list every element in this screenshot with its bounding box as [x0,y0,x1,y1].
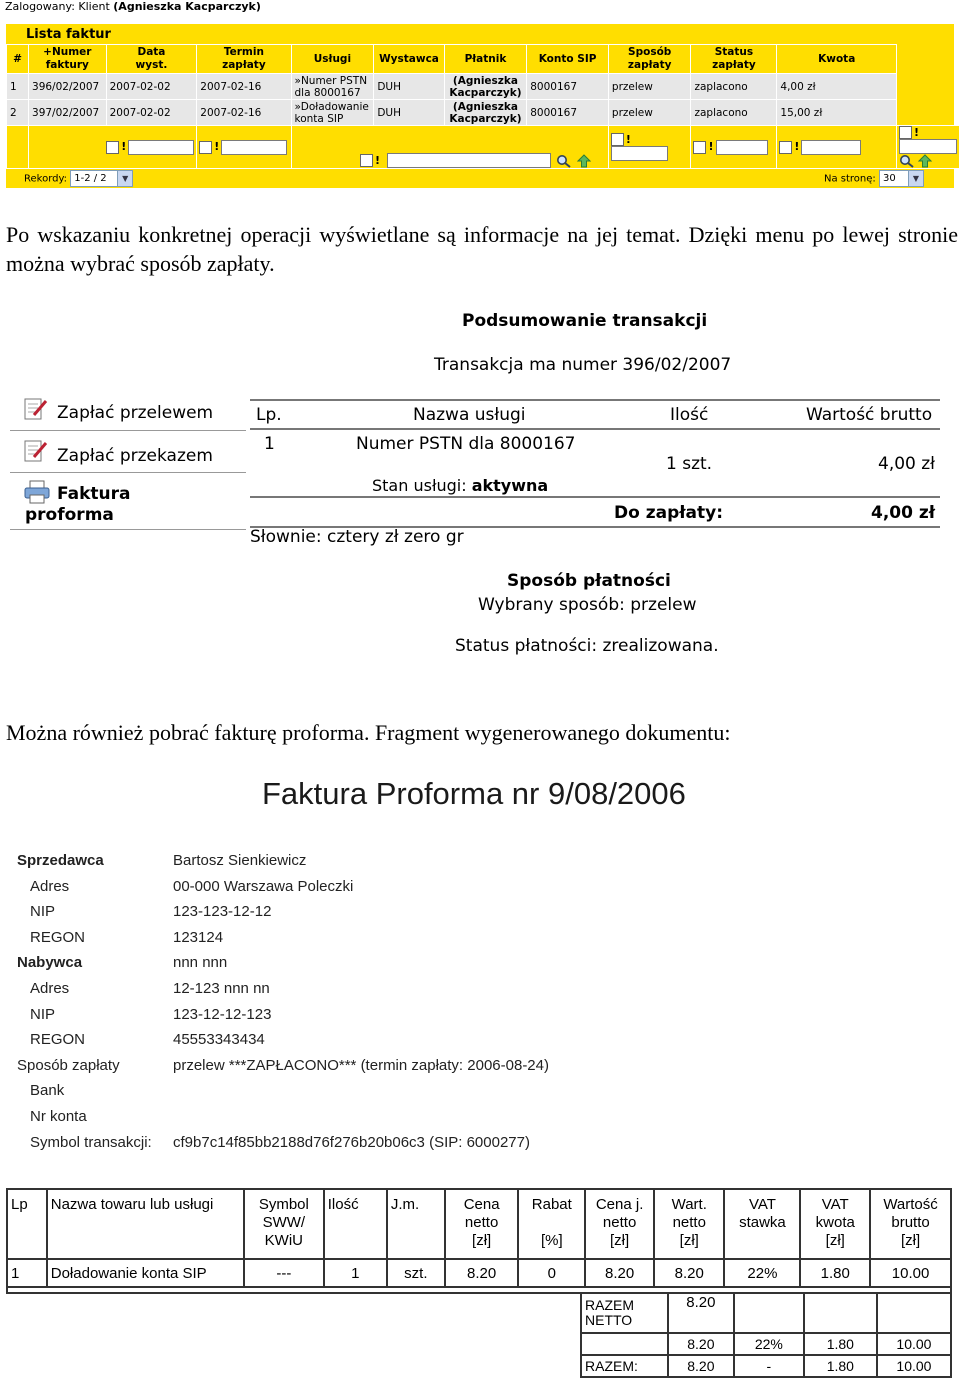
field-value: Bartosz Sienkiewicz [173,852,307,869]
column-header-line: VAT [748,1196,776,1213]
payment-method-heading: Sposób płatności [507,571,671,591]
table-header-row [7,1189,951,1259]
filter-input[interactable] [611,146,668,161]
filter-checkbox[interactable] [693,141,706,154]
col-issue-date[interactable]: Data wyst. [106,45,197,74]
records-label: Rekordy: [24,173,68,185]
col-index[interactable]: # [7,45,29,74]
summary-cell: 1.80 [804,1333,877,1355]
header-quantity: Ilość [670,405,709,425]
description-paragraph-2: Można również pobrać fakturę proforma. Fragment wygenerowanego dokumentu: [6,720,731,745]
item-value: 4,00 zł [878,454,936,474]
global-filter-input[interactable] [387,153,551,168]
amount-in-words: Słownie: cztery zł zero gr [250,527,464,547]
proforma-link-line2[interactable]: proforma [25,505,114,525]
pay-transfer-link[interactable]: Zapłać przelewem [57,403,214,423]
column-header-line: VAT [821,1196,849,1213]
summary-cell: RAZEM: [581,1355,668,1377]
column-header-line: Lp [11,1196,28,1213]
item-lp: 1 [264,434,275,454]
table-cell: 1 [7,1259,47,1287]
chevron-down-icon: ▼ [117,171,132,186]
column-header [47,1189,244,1259]
cell-method: przelew [608,100,691,126]
field-label: Sprzedawca [17,852,104,869]
cell-issuer: DUH [374,100,444,126]
column-header-line: [zł] [610,1232,630,1249]
column-header [654,1189,724,1259]
field-label: Nr konta [30,1108,87,1125]
printer-icon [23,480,51,508]
table-cell: 8.20 [445,1259,519,1287]
column-header [445,1189,519,1259]
col-services[interactable]: Usługi [291,45,374,74]
table-cell: 22% [724,1259,800,1287]
per-page-select[interactable]: 30 ▼ [879,170,924,187]
arrow-up-icon[interactable] [577,154,591,168]
search-icon[interactable] [556,154,572,168]
login-user: (Agnieszka Kacparczyk) [113,0,261,13]
column-header-line: netto [672,1214,706,1231]
cell-amount: 4,00 zł [777,74,897,100]
description-paragraph-1: Po wskazaniu konkretnej operacji wyświetlane są informacje na jej temat. Dzięki menu po lewej stronie można wybrać sposób zapłaty. [6,222,958,276]
column-header-line: [zł] [472,1232,492,1249]
column-header-line: Wart. [671,1196,707,1213]
field-value: przelew ***ZAPŁACONO*** (termin zapłaty: 2006-08-24) [173,1056,549,1074]
column-header [724,1189,800,1259]
column-header-line: [zł] [679,1232,699,1249]
header-service-name: Nazwa usługi [413,405,526,425]
item-quantity: 1 szt. [666,454,713,474]
col-due-date[interactable]: Termin zapłaty [197,45,291,74]
filter-input[interactable] [716,140,768,155]
cell-payer: (Agnieszka Kacparczyk) [444,74,527,100]
transaction-heading: Podsumowanie transakcji [462,311,708,331]
cell-due-date: 2007-02-16 [197,100,291,126]
col-payment-status[interactable]: Status zapłaty [691,45,777,74]
to-pay-value: 4,00 zł [871,503,936,523]
column-header-line: brutto [891,1214,930,1231]
pencil-icon [22,395,48,425]
field-value: 00-000 Warszawa Poleczki [173,877,354,895]
column-header-line: [%] [540,1232,563,1249]
column-header-line [522,1214,581,1232]
total-summary-row [581,1355,951,1377]
summary-cell [581,1333,668,1355]
cell-payer: (Agnieszka Kacparczyk) [444,100,527,126]
filter-checkbox[interactable] [779,141,792,154]
field-value: 123124 [173,928,224,946]
column-header [870,1189,951,1259]
summary-cell: 8.20 [668,1355,734,1377]
records-select[interactable]: 1-2 / 2 ▼ [70,170,133,187]
table-row[interactable] [7,100,960,126]
col-amount[interactable]: Kwota [777,45,897,74]
pay-postal-order-link[interactable]: Zapłać przekazem [57,446,213,466]
field-label: NIP [30,1005,56,1023]
header-gross-value: Wartość brutto [806,405,933,425]
payment-status: Status płatności: zrealizowana. [455,636,719,656]
razem-netto-value: 8.20 [668,1293,734,1333]
cell-issue-date: 2007-02-02 [106,100,197,126]
table-row [7,1259,951,1287]
proforma-title: Faktura Proforma nr 9/08/2006 [262,776,686,811]
table-row[interactable] [7,74,960,100]
summary-cell: 10.00 [877,1333,951,1355]
records-control [24,170,133,187]
proforma-link-line1[interactable]: Faktura [57,484,131,504]
to-pay-label: Do zapłaty: [614,503,724,523]
col-number[interactable]: +Numer faktury [29,45,107,74]
field-value: 12-123 nnn nn [173,980,270,997]
field-label: Adres [30,877,70,895]
filter-input[interactable] [899,139,957,154]
proforma-summary-table [580,1292,952,1378]
filter-checkbox[interactable] [199,141,212,154]
column-header-line: Cena [463,1196,500,1213]
table-cell: szt. [387,1259,445,1287]
payment-method-chosen: Wybrany sposób: przelew [478,595,697,615]
table-cell: Doładowanie konta SIP [47,1259,244,1287]
filter-checkbox[interactable] [360,154,373,167]
cell-number[interactable]: 396/02/2007 [29,74,107,100]
column-header-line: Ilość [327,1196,359,1213]
proforma-items-table [6,1188,952,1294]
column-header [800,1189,870,1259]
column-header-line: stawka [739,1214,786,1231]
invoice-list-title: Lista faktur [26,27,111,42]
razem-netto-label: RAZEM NETTO [581,1293,668,1333]
field-value: 123-12-12-123 [173,1005,272,1023]
cell-index: 1 [7,74,29,100]
filter-input[interactable] [221,140,287,155]
column-header-line: Rabat [531,1196,572,1213]
cell-services: »Doładowanie konta SIP [291,100,374,126]
login-prefix: Zalogowany: Klient [5,0,110,13]
filter-checkbox[interactable] [611,133,624,146]
column-header-line: Symbol [258,1196,309,1213]
col-sip-account[interactable]: Konto SIP [527,45,609,74]
filter-input[interactable] [128,140,194,155]
arrow-up-icon[interactable] [918,154,932,168]
field-label: Bank [30,1082,65,1100]
column-header-line: KWiU [264,1232,303,1249]
column-header-line: kwota [815,1214,855,1231]
cell-status: zaplacono [691,100,777,126]
column-header [324,1189,387,1259]
vat-summary-row [581,1333,951,1355]
col-payer[interactable]: Płatnik [444,45,527,74]
column-header-line: netto [464,1214,499,1231]
field-label: Sposób zapłaty [17,1056,120,1074]
column-header [7,1189,47,1259]
field-label: REGON [30,928,86,946]
summary-cell: 22% [734,1333,804,1355]
cell-issue-date: 2007-02-02 [106,74,197,100]
table-cell: 8.20 [654,1259,724,1287]
table-cell: 1.80 [800,1259,870,1287]
column-header-line: Cena j. [595,1196,644,1213]
search-icon[interactable] [899,154,915,168]
table-cell: 0 [518,1259,585,1287]
summary-cell: 8.20 [668,1333,734,1355]
cell-sip: 8000167 [527,100,609,126]
column-header [244,1189,324,1259]
global-filter: ! [360,150,591,169]
filter-input[interactable] [801,140,861,155]
invoice-table-header [7,45,960,74]
field-label: Adres [30,980,70,997]
field-label: NIP [30,903,56,921]
cell-issuer: DUH [374,74,444,100]
field-label: REGON [30,1031,86,1049]
per-page-control [824,170,924,187]
header-lp: Lp. [256,405,282,425]
field-label: Symbol transakcji: [30,1133,152,1151]
cell-method: przelew [608,74,691,100]
column-header-line: SWW/ [262,1214,306,1231]
pencil-icon [22,437,48,467]
cell-sip: 8000167 [527,74,609,100]
login-status [5,0,261,13]
cell-status: zaplacono [691,74,777,100]
table-cell: --- [244,1259,324,1287]
column-header [585,1189,654,1259]
cell-services: »Numer PSTN dla 8000167 [291,74,374,100]
chevron-down-icon: ▼ [908,171,923,186]
field-value: 123-123-12-12 [173,903,272,921]
summary-cell: - [734,1355,804,1377]
cell-due-date: 2007-02-16 [197,74,291,100]
summary-cell: 10.00 [877,1355,951,1377]
summary-cell: 1.80 [804,1355,877,1377]
column-header-line: J.m. [390,1196,420,1213]
column-header-line: Nazwa towaru lub usługi [50,1196,214,1213]
field-value: 45553343434 [173,1031,265,1049]
field-label: Nabywca [17,954,83,972]
cell-number[interactable]: 397/02/2007 [29,100,107,126]
column-header [387,1189,445,1259]
col-issuer[interactable]: Wystawca [374,45,444,74]
per-page-label: Na stronę: [824,173,876,185]
field-value: cf9b7c14f85bb2188d76f276b20b06c3 (SIP: 6000277) [173,1133,530,1151]
field-value: nnn nnn [173,954,228,972]
filter-checkbox[interactable] [899,126,912,139]
transaction-number: Transakcja ma numer 396/02/2007 [434,355,732,375]
filter-row: ! ! ! ! ! ! [7,126,960,169]
item-name: Numer PSTN dla 8000167 [356,434,576,454]
table-cell: 1 [324,1259,387,1287]
table-cell: 8.20 [585,1259,654,1287]
table-cell: 10.00 [870,1259,951,1287]
cell-index: 2 [7,100,29,126]
item-state: Stan usługi: aktywna [372,476,549,495]
filter-checkbox[interactable] [106,141,119,154]
column-header-line: Wartość [883,1196,938,1213]
col-payment-method[interactable]: Sposób zapłaty [608,45,691,74]
column-header-line: [zł] [825,1232,845,1249]
column-header [518,1189,585,1259]
column-header-line: [zł] [900,1232,921,1249]
cell-amount: 15,00 zł [777,100,897,126]
column-header-line: netto [602,1214,637,1231]
